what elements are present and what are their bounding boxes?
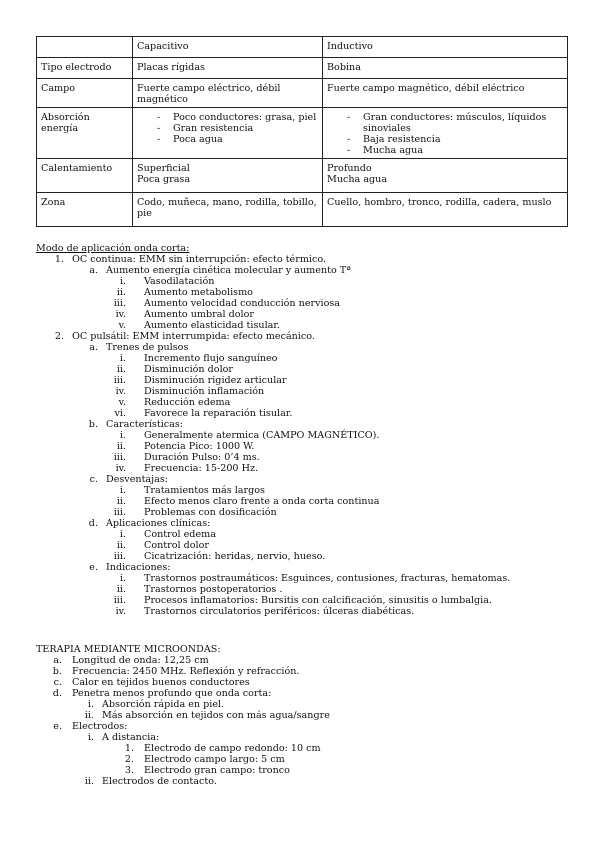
cell-capacitivo [133,159,323,193]
outline-marker: ii. [116,287,126,298]
outline-marker: v. [118,320,126,331]
outline-marker: i. [119,485,126,496]
cell-inductivo [323,159,568,193]
outline-item [36,666,576,677]
outline-item [36,677,576,688]
outline-marker: iii. [113,298,126,309]
row-label: Zona [37,193,133,227]
dash-bullet: - [347,145,351,156]
outline-marker: iii. [113,507,126,518]
outline-text: Duración Pulso: 0’4 ms. [144,452,260,463]
outline-marker: c. [53,677,62,688]
cell-line: Superficial [137,163,190,174]
outline-marker: i. [119,353,126,364]
outline-item [36,419,576,430]
outline-text: Más absorción en tejidos con más agua/sangre [102,710,330,721]
dash-bullet: - [157,134,161,145]
outline-item [36,276,576,287]
outline-text: Disminución dolor [144,364,233,375]
outline-item [36,776,576,787]
outline-text: Electrodos: [72,721,128,732]
row-label: Campo [37,79,133,108]
outline-text: Cicatrización: heridas, nervio, hueso. [144,551,326,562]
outline-text: Trenes de pulsos [106,342,189,353]
outline-marker: e. [89,562,98,573]
outline-text: Electrodo campo largo: 5 cm [144,754,285,765]
outline-item [36,309,576,320]
table-row-tipo [37,58,568,79]
cell-capacitivo [133,108,323,159]
outline-text: Aumento velocidad conducción nerviosa [144,298,340,309]
outline-item [36,765,576,776]
section-heading: Modo de aplicación onda corta: [36,243,190,254]
outline-marker: 1. [124,743,134,754]
outline-text: Trastornos postoperatorios . [144,584,283,595]
outline-marker: iv. [115,309,126,320]
outline-text: Disminución inflamación [144,386,265,397]
outline-item [36,584,576,595]
table-header-capacitivo: Capacitivo [133,37,323,58]
outline-item [36,408,576,419]
outline-marker: iii. [113,452,126,463]
outline-text: Aumento metabolismo [144,287,253,298]
outline-item [36,298,576,309]
outline-text: Aumento elasticidad tisular. [144,320,280,331]
outline-text: Aplicaciones clínicas: [106,518,211,529]
outline-item [36,655,576,666]
outline-item [36,342,576,353]
outline-item [36,364,576,375]
outline-text: Aumento umbral dolor [144,309,254,320]
table-row-calentamiento [37,159,568,193]
outline-marker: d. [52,688,62,699]
outline-marker: i. [119,430,126,441]
outline-text: Disminución rigidez articular [144,375,287,386]
outline-marker: i. [87,732,94,743]
outline-item [36,595,576,606]
outline-text: Procesos inflamatorios: Bursitis con calcificación, sinusitis o lumbalgia. [144,595,492,606]
cell-capacitivo: Fuerte campo eléctrico, débil magnético [133,79,323,108]
outline-item [36,254,576,265]
outline-item [36,573,576,584]
outline-item [36,375,576,386]
outline-text: Electrodo de campo redondo: 10 cm [144,743,321,754]
outline-text: Incremento flujo sanguíneo [144,353,278,364]
outline-text: Electrodos de contacto. [102,776,217,787]
outline-marker: 3. [124,765,134,776]
outline-item [36,562,576,573]
outline-item [36,606,576,617]
outline-item [36,287,576,298]
table-header-cell-empty [37,37,133,58]
outline-item [36,496,576,507]
outline-text: Problemas con dosificación [144,507,277,518]
cell-line: Mucha agua [327,174,388,185]
outline-item [36,430,576,441]
list-item-text: Poca agua [173,134,223,145]
list-item [137,123,318,134]
dash-bullet: - [347,134,351,145]
outline-text: Longitud de onda: 12,25 cm [72,655,209,666]
list-item-text: Poco conductores: grasa, piel [173,112,317,123]
outline-marker: iii. [113,375,126,386]
outline-item [36,754,576,765]
outline-marker: iii. [113,551,126,562]
outline-item [36,721,576,732]
microondas-section [36,644,576,787]
outline-item [36,518,576,529]
outline-item [36,485,576,496]
cell-inductivo: Cuello, hombro, tronco, rodilla, cadera, muslo [323,193,568,227]
list-item-text: Mucha agua [363,145,424,156]
outline-item [36,732,576,743]
outline-item [36,699,576,710]
outline-text: OC pulsátil: EMM interrumpida: efecto mecánico. [72,331,315,342]
list-item [327,134,563,145]
outline-marker: b. [88,419,98,430]
outline-item [36,529,576,540]
outline-item [36,551,576,562]
outline-item [36,710,576,721]
outline-item [36,507,576,518]
dash-bullet: - [157,112,161,123]
outline-marker: ii. [116,540,126,551]
cell-capacitivo: Placas rígidas [133,58,323,79]
table-row-campo [37,79,568,108]
onda-corta-outline [36,254,576,617]
outline-marker: d. [88,518,98,529]
outline-item [36,331,576,342]
cell-capacitivo: Codo, muñeca, mano, rodilla, tobillo, pie [133,193,323,227]
outline-marker: ii. [84,710,94,721]
outline-marker: iv. [115,606,126,617]
outline-marker: 1. [54,254,64,265]
outline-text: Favorece la reparación tisular. [144,408,293,419]
outline-marker: e. [53,721,62,732]
row-label: Calentamiento [37,159,133,193]
outline-item [36,540,576,551]
outline-marker: i. [119,529,126,540]
outline-marker: 2. [54,331,64,342]
outline-marker: i. [119,276,126,287]
dash-list [327,112,563,156]
outline-text: Frecuencia: 15-200 Hz. [144,463,259,474]
outline-marker: v. [118,397,126,408]
list-item-text: Baja resistencia [363,134,441,145]
outline-text: Reducción edema [144,397,231,408]
outline-text: Desventajas: [106,474,168,485]
outline-text: Electrodo gran campo: tronco [144,765,290,776]
list-item [327,112,563,134]
outline-text: Indicaciones: [106,562,171,573]
outline-text: Control dolor [144,540,209,551]
outline-marker: a. [89,265,98,276]
outline-text: Penetra menos profundo que onda corta: [72,688,272,699]
table-header-row [37,37,568,58]
outline-item [36,353,576,364]
list-item [137,134,318,145]
outline-text: Trastornos circulatorios periféricos: úlceras diabéticas. [144,606,415,617]
microondas-outline [36,655,576,787]
outline-marker: 2. [124,754,134,765]
cell-line: Profundo [327,163,372,174]
outline-item [36,265,576,276]
comparison-table [36,36,568,227]
list-item [327,145,563,156]
outline-item [36,452,576,463]
onda-corta-section [36,243,576,617]
outline-text: Vasodilatación [144,276,215,287]
outline-text: Trastornos postraumáticos: Esguinces, contusiones, fracturas, hematomas. [144,573,511,584]
outline-text: Calor en tejidos buenos conductores [72,677,250,688]
outline-item [36,688,576,699]
outline-marker: a. [53,655,62,666]
outline-marker: ii. [116,364,126,375]
table-header-inductivo: Inductivo [323,37,568,58]
row-label: Absorción energía [37,108,133,159]
outline-item [36,463,576,474]
outline-marker: c. [89,474,98,485]
section-heading: TERAPIA MEDIANTE MICROONDAS: [36,644,221,655]
outline-marker: iv. [115,386,126,397]
outline-marker: ii. [84,776,94,787]
outline-marker: vi. [114,408,126,419]
outline-marker: ii. [116,496,126,507]
list-item-text: Gran resistencia [173,123,254,134]
outline-item [36,743,576,754]
outline-text: A distancia: [102,732,160,743]
outline-item [36,397,576,408]
outline-item [36,441,576,452]
outline-text: Aumento energía cinética molecular y aumento Tª [106,265,351,276]
outline-text: Frecuencia: 2450 MHz. Reflexión y refracción. [72,666,300,677]
list-item-text: Gran conductores: músculos, líquidos sinoviales [363,112,547,134]
outline-marker: b. [52,666,62,677]
outline-marker: i. [87,699,94,710]
outline-text: Potencia Pico: 1000 W. [144,441,255,452]
outline-text: Características: [106,419,184,430]
outline-text: Control edema [144,529,216,540]
dash-bullet: - [347,112,351,123]
outline-marker: ii. [116,441,126,452]
outline-item [36,386,576,397]
outline-text: Absorción rápida en piel. [102,699,225,710]
table-row-absorcion [37,108,568,159]
outline-marker: iii. [113,595,126,606]
row-label: Tipo electrodo [37,58,133,79]
outline-marker: i. [119,573,126,584]
outline-marker: ii. [116,584,126,595]
outline-item [36,320,576,331]
cell-inductivo: Fuerte campo magnético, débil eléctrico [323,79,568,108]
outline-text: Tratamientos más largos [144,485,265,496]
outline-text: OC continua: EMM sin interrupción: efecto térmico. [72,254,327,265]
dash-bullet: - [157,123,161,134]
cell-inductivo [323,108,568,159]
section-heading-line [36,243,576,254]
outline-item [36,474,576,485]
outline-text: Generalmente atermica (CAMPO MAGNÉTICO). [144,430,380,441]
section-heading-line [36,644,576,655]
dash-list [137,112,318,145]
list-item [137,112,318,123]
outline-text: Efecto menos claro frente a onda corta continua [144,496,380,507]
table-row-zona [37,193,568,227]
cell-line: Poca grasa [137,174,191,185]
outline-marker: a. [89,342,98,353]
outline-marker: iv. [115,463,126,474]
cell-inductivo: Bobina [323,58,568,79]
